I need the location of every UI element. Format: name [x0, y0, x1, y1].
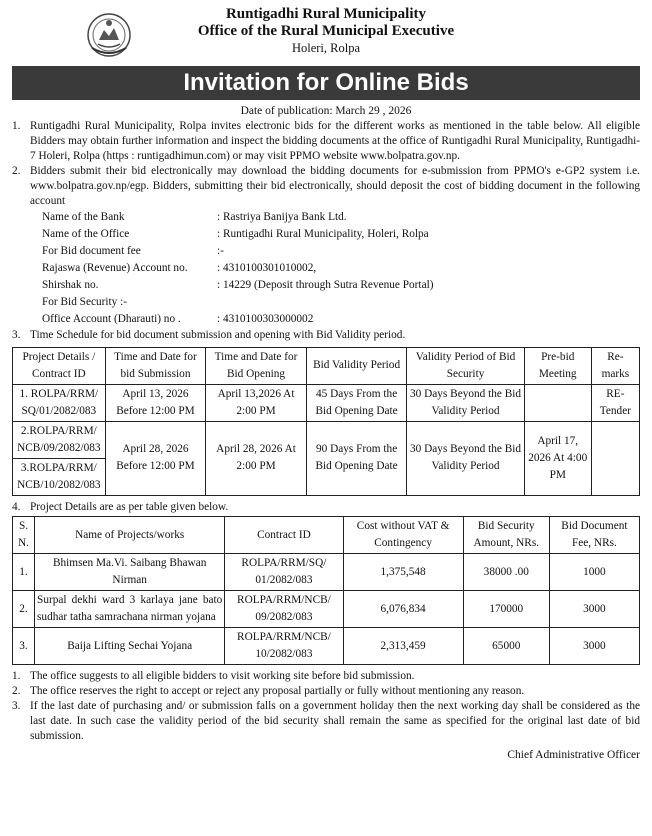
schedule-header-cell: Time and Date for bid Submission [105, 347, 206, 384]
account-row: Name of the Bank : Rastriya Banijya Bank Ltd. [42, 210, 347, 223]
paragraph-1: 1. Runtigadhi Rural Municipality, Rolpa invites electronic bids for the different works as mentioned in the table below. All eligible Bidders may obtain further information and inspect the bidding documents at the office of Runtigadhi Rural Municipality, Runtigadhi-7 Holeri, Rolpa (https : runtigadhimun.com) or may visit PPMO website www.bolpatra.gov.np. [12, 120, 640, 162]
projects-header-cell: Bid Document Fee, NRs. [549, 517, 639, 554]
schedule-cell: April 28, 2026 At 2:00 PM [206, 421, 307, 495]
schedule-cell: 90 Days From the Bid Opening Date [306, 421, 407, 495]
schedule-cell: April 13,2026 At 2:00 PM [206, 384, 307, 421]
schedule-header-row [13, 347, 640, 384]
schedule-cell [591, 421, 639, 495]
publication-date: Date of publication: March 29 , 2026 [240, 105, 412, 117]
schedule-cell: 30 Days Beyond the Bid Validity Period [407, 421, 524, 495]
schedule-cell: April 13, 2026 Before 12:00 PM [105, 384, 206, 421]
schedule-header-cell: Pre-bid Meeting [524, 347, 591, 384]
paragraph-3-text: Time Schedule for bid document submission and opening with Bid Validity period. [30, 328, 406, 341]
table-row: 3. Baija Lifting Sechai Yojana ROLPA/RRM/NCB/ 10/2082/083 2,313,459 65000 3000 [13, 628, 640, 665]
note-item: 3. If the last date of purchasing and/ or submission falls on a government holiday then the next working day shall be considered as the last date. In such case the validity period of the bid security shall remain the same as specified for the original last date of bid submission. [12, 700, 640, 743]
projects-header-cell: Name of Projects/works [35, 517, 225, 554]
schedule-cell: 45 Days From the Bid Opening Date [306, 384, 407, 421]
projects-table [12, 516, 640, 665]
account-row: Shirshak no. : 14229 (Deposit through Sutra Revenue Portal) [42, 278, 434, 291]
schedule-table [12, 347, 640, 496]
notice-title-banner: Invitation for Online Bids [12, 66, 640, 100]
note-item: 2. The office reserves the right to accept or reject any proposal partially or fully without mentioning any reason. [12, 685, 525, 698]
schedule-header-cell: Project Details / Contract ID [13, 347, 106, 384]
table-row: 1. Bhimsen Ma.Vi. Saibang Bhawan Nirman ROLPA/RRM/SQ/ 01/2082/083 1,375,548 38000 .00 1000 [13, 554, 640, 591]
signature: Chief Administrative Officer [507, 748, 640, 761]
notes [12, 669, 640, 744]
schedule-cell: 1. ROLPA/RRM/ SQ/01/2082/083 [13, 384, 106, 421]
projects-header-cell: Bid Security Amount, NRs. [463, 517, 549, 554]
schedule-cell: 30 Days Beyond the Bid Validity Period [407, 384, 524, 421]
schedule-cell: April 17, 2026 At 4:00 PM [524, 421, 591, 495]
paragraph-1-text: Runtigadhi Rural Municipality, Rolpa invites electronic bids for the different works as mentioned in the table below. All eligible Bidders may obtain further information and inspect the bidding documents at the office of Runtigadhi Rural Municipality, Runtigadhi-7 Holeri, Rolpa (https : runtigadhimun.com) or may visit PPMO website www.bolpatra.gov.np. [30, 120, 640, 162]
schedule-header-cell: Validity Period of Bid Security [407, 347, 524, 384]
account-row: Office Account (Dharauti) no . : 4310100303000002 [42, 312, 314, 325]
paragraph-3: 3. Time Schedule for bid document submission and opening with Bid Validity period. [12, 328, 640, 343]
note-item: 1. The office suggests to all eligible bidders to visit working site before bid submission. [12, 670, 415, 683]
schedule-row [13, 384, 640, 421]
projects-header-cell: Contract ID [225, 517, 343, 554]
projects-header-cell: Cost without VAT & Contingency [343, 517, 463, 554]
table-row: 2. Surpal dekhi ward 3 karlaya jane bato sudhar tatha samrachana nirman yojana ROLPA/RRM/NCB/ 09/2082/083 6,076,834 170000 3000 [13, 591, 640, 628]
projects-header-row [13, 517, 640, 554]
office-address: Holeri, Rolpa [291, 41, 361, 55]
projects-header-cell: S. N. [13, 517, 35, 554]
schedule-cell: April 28, 2026 Before 12:00 PM [105, 421, 206, 495]
schedule-header-cell: Re-marks [591, 347, 639, 384]
account-row: For Bid document fee :- [42, 244, 224, 257]
paragraph-4-text: Project Details are as per table given below. [30, 500, 229, 513]
schedule-header-cell: Bid Validity Period [306, 347, 407, 384]
paragraph-2: 2. Bidders submit their bid electronically may download the bidding documents for e-submission from PPMO's e-GP2 system i.e. www.bolpatra.gov.np/egp. Bidders, submitting their bid electronically, should deposit the cost of bidding document in the following account [12, 164, 640, 207]
municipality-name: Runtigadhi Rural Municipality [225, 6, 427, 22]
account-row: Rajaswa (Revenue) Account no. : 4310100301010002, [42, 261, 317, 274]
paragraph-4: 4. Project Details are as per table given below. [12, 500, 640, 515]
schedule-cell [524, 384, 591, 421]
paragraph-2-text: Bidders submit their bid electronically may download the bidding documents for e-submission from PPMO's e-GP2 system i.e. www.bolpatra.gov.np/egp. Bidders, submitting their bid electronically, should deposit the cost of bidding document in the following account [30, 164, 640, 207]
account-row: Name of the Office : Runtigadhi Rural Municipality, Holeri, Rolpa [42, 227, 429, 240]
schedule-row [13, 421, 640, 495]
office-name: Office of the Rural Municipal Executive [197, 23, 455, 39]
nepal-government-emblem-icon [86, 12, 132, 58]
account-row: For Bid Security :- [42, 295, 128, 308]
schedule-header-cell: Time and Date for Bid Opening [206, 347, 307, 384]
schedule-cell: RE-Tender [591, 384, 639, 421]
header [12, 6, 640, 64]
bank-account-details [42, 209, 640, 328]
schedule-cell: 2.ROLPA/RRM/ NCB/09/2082/083 3.ROLPA/RRM/ NCB/10/2082/083 [13, 421, 106, 495]
